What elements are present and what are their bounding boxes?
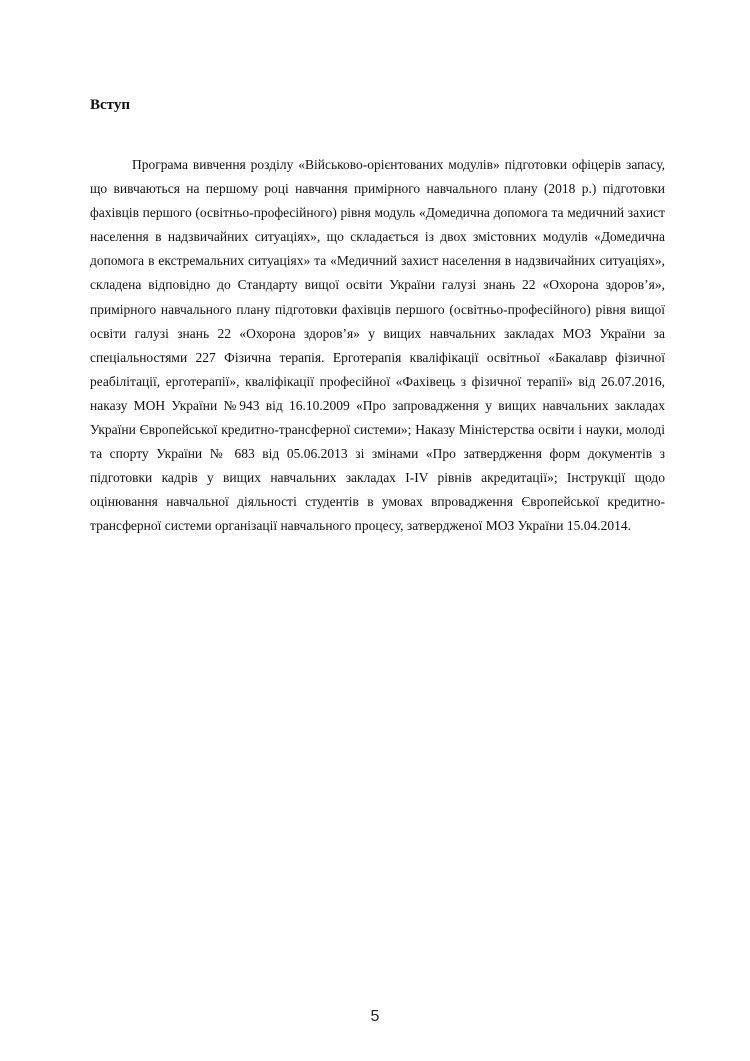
page-number: 5 (370, 1008, 380, 1025)
body-paragraph: Програма вивчення розділу «Військово-орієнтованих модулів» підготовки офіцерів запасу, що вивчаються на першому році навчання примірного навчального плану (2018 р.) підготовки фахівців першого (освітньо-професійного) рівня модуль «Домедична допомога та медичний захист населення в надзвичайних ситуаціях», що складається із двох змістовних модулів «Домедична допомога в екстремальних ситуаціях» та «Медичний захист населення в надзвичайних ситуаціях», складена відповідно до Стандарту вищої освіти України галузі знань 22 «Охорона здоров’я», примірного навчального плану підготовки фахівців першого (освітньо-професійного) рівня вищої освіти галузі знань 22 «Охорона здоров’я» у вищих навчальних закладах МОЗ України за спеціальностями 227 Фізична терапія. Ерготерапія кваліфікації освітньої «Бакалавр фізичної реабілітації, ерготерапії», кваліфікації професійної «Фахівець з фізичної терапії» від 26.07.2016, наказу МОН України №943 від 16.10.2009 «Про запровадження у вищих навчальних закладах України Європейської кредитно-трансферної системи»; Наказу Міністерства освіти і науки, молоді та спорту України № 683 від 05.06.2013 зі змінами «Про затвердження форм документів з підготовки кадрів у вищих навчальних закладах I-IV рівнів акредитації»; Інструкції щодо оцінювання навчальної діяльності студентів в умовах впровадження Європейської кредитно-трансферної системи організації навчального процесу, затвердженої МОЗ України 15.04.2014. (90, 157, 665, 534)
section-heading: Вступ (90, 97, 130, 113)
